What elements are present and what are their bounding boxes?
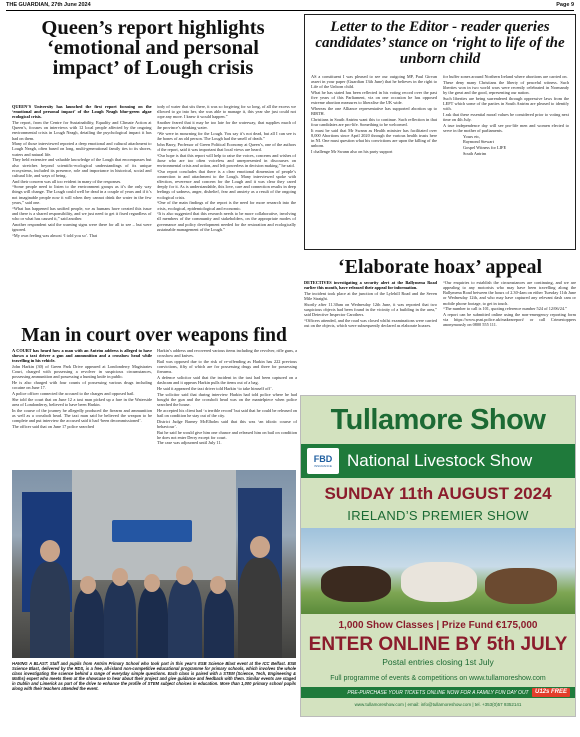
court-p: But he said he would give him one chance and released him on bail on condition he does not enter Derry except for court. — [157, 429, 297, 440]
letter-signoff: Yours etc, — [463, 133, 481, 139]
photo-head — [80, 576, 96, 594]
ad-premier: IRELAND’S PREMIER SHOW — [347, 508, 529, 523]
ad-classes: 1,000 Show Classes | Prize Fund €175,000 — [338, 620, 538, 631]
photo-head — [176, 566, 193, 585]
queens-headline: Queen’s report highlights ‘emotional and personal impact’ of Lough crisis — [41, 17, 265, 79]
hoax-headline: ‘Elaborate hoax’ appeal — [337, 256, 543, 278]
letter-p: Christians in South Antrim want this to continue. Such reflection in that four candidates are pro-life. Something to be welcomed. — [311, 117, 437, 128]
queens-article — [12, 104, 296, 324]
hoax-p: A report can be submitted online using the non-emergency reporting form via https://www.psni.police.uk/makeareport/ or call Crimestoppers anonymously on 0800 555 111. — [443, 312, 576, 328]
letter-author: Raymond Stewart — [463, 139, 494, 145]
ad-band-text: National Livestock Show — [347, 451, 533, 470]
queens-p: “My own feeling was almost ‘I told you so’. That — [12, 232, 98, 238]
photo-person — [204, 588, 234, 658]
queens-p: “What has happened has unified people, we as humans have created this issue and there is a shared responsibility, and we just need to get it fixed regardless of who or what has caused it,” said another. — [12, 205, 152, 221]
court-p: John Harkin (30) of Green Park Drive appeared at Londonderry Magistrates Court, charged with possessing a revolver in suspicious circumstances, possessing ammunition and possessing a hunting knife in public. — [12, 364, 152, 380]
photo-cow — [321, 566, 391, 602]
hoax-p: The incident took place at the junction of the Lylehill Road and the Seven Mile Straight. — [304, 290, 437, 302]
queens-p: “It is also suggested that this research needs to be more collaborative, involving all members of the community and stakeholders, on the appropriate modes of governance and policy development needed for the restoration and ecologically sustainable management of the Lough.” — [156, 211, 296, 232]
photo-head — [144, 574, 160, 592]
photo-person — [74, 588, 104, 658]
queens-p: John Barry, Professor of Green Political Economy at Queen’s, one of the authors of the report, said it was important that local views are heard. — [156, 141, 296, 153]
letter-p: These deny many Christians the liberty of peaceful witness. Such liberties won in two world wars were recently celebrated in Normandy by the great and the good, representing our nation. — [443, 79, 569, 96]
queens-p: “One of the main findings of the report is the need for more research into the crisis, ecological, epidemiological and economic. — [156, 200, 296, 211]
queens-p: The report, from the Centre for Sustainability, Equality and Climate Action at Queen’s, focuses on interviews with 12 local people affected by the ongoing environmental crisis in Lough Neagh, detailing the psychological impact it has had on them. — [12, 120, 152, 141]
queens-p: “Our hope is that this report will help to raise the voices, concerns and wishes of those who are too often voiceless and unrepresented in discourses on environmental crisis and action, and left powerless in decision making,” he said. — [156, 152, 296, 169]
court-p: The case was adjourned until July 11. — [157, 440, 222, 446]
ad-full-programme: Full programme of events & competitions on www.tullamoreshow.com — [330, 675, 546, 682]
letter-p: I ask that these essential moral values be considered prior to voting next time on 4th July. — [443, 111, 569, 123]
science-blast-photo — [12, 470, 296, 658]
court-col-2 — [157, 348, 297, 468]
photo-person — [238, 558, 282, 658]
ad-livestock-photo — [301, 528, 575, 614]
letter-box — [304, 14, 576, 250]
masthead — [6, 2, 574, 11]
queens-p: “Some people need to listen to the environment groups as it’s the only way things will change. The Lough could well be dead in a couple of years and if it’s not imaginable people now it will when they cannot drink the water in the few years,” said one. — [12, 184, 152, 205]
ad-band — [301, 444, 575, 478]
hoax-p: “The number to call is 101, quoting reference number 524 of 12/06/24.” — [443, 306, 567, 312]
photo-head — [210, 576, 226, 594]
letter-p: It must be said that Mr Swann as Health minister has facilitated over 8,000 Abortions since April 2020 through the various health trusts here in NI. One must question what his convictions are upon the killing of the unborn. — [311, 127, 437, 149]
ad-enter: ENTER ONLINE BY 5th JULY — [308, 634, 568, 655]
queens-p: QUEEN’S University has launched the first report focusing on the ‘emotional and personal impact’ of the Lough Neagh blue-green algae ecological crisis. — [12, 104, 152, 120]
court-col-1 — [12, 348, 152, 468]
court-p: A police officer connected the accused to the charges and opposed bail. — [12, 391, 135, 397]
fbd-logo-main: FBD — [313, 453, 333, 464]
masthead-paper: THE GUARDIAN, 27th June 2024 — [6, 2, 91, 8]
hoax-p: “Our enquiries to establish the circumstances are continuing, and we are appealing to any motorists who may have been travelling along the Ballymena Road between the hours of 2.30-4am on either Tuesday 11th June or Wednesday 12th, and who may have captured any relevant dash cam or mobile phone footage, to get in touch. — [443, 280, 576, 306]
queens-p: They held extensive and valuable knowledge of the Lough that encompasses but also stretches beyond scientific-ecological understandings of its unique ecosystems, included its presence, role and importance in historical, social and cultural life, and ways of being. — [12, 157, 152, 178]
ad-closing: Postal entries closing 1st July — [382, 657, 494, 667]
court-headline: Man in court over weapons find — [21, 325, 287, 346]
photo-caption: HAVING A BLAST: Staff and pupils from Antrim Primary School who took part in this year’s ESB Science Blast event at the ICC Belfast. ESB Science Blast, delivered by the RDS, is a free, all-island non-competitive educational programme for primary schools, which involves the whole class investigating the science behind a range of everyday simple questions. Each class is paired with a STEM (Science, Tech, Engineering & Maths) expert who meets them at the showcase to hear about their project and give guidance and feedback with them. Similar events are staged in Dublin and Limerick as part of the drive to enhance the profile of STEM subject choices in education. More than 1,000 primary school pupils along with their teachers attended the event. — [12, 661, 296, 691]
letter-p: AS a constituent I was pleased to see our outgoing MP, Paul Girvan assert in your paper (Guardian 13th June) that he believes in the right to Life of the Unborn child. — [311, 74, 437, 90]
fbd-logo-icon — [307, 448, 339, 474]
hoax-p: DETECTIVES investigating a security alert at the Ballymena Road earlier this month, have released their appeal for information. — [304, 280, 437, 291]
court-p: A defence solicitor said that the incident in the taxi had been captured on a dashcam and it appears Harkin pulls the items out of a bag. — [157, 374, 297, 386]
tullamore-show-ad[interactable] — [300, 395, 576, 717]
court-p: A COURT has heard how a man with an Antrim address is alleged to have shown a taxi driver a gun and ammunition and a crossbow head while travelling in his vehicle. — [12, 348, 152, 364]
photo-head — [40, 540, 60, 562]
queens-p: And their concern was all too evident in many of the responses. — [12, 178, 122, 184]
photo-person — [138, 586, 168, 658]
court-p: He said it appeared the taxi driver told Harkin ‘to take himself off’. — [157, 385, 273, 391]
court-p: The officer said that on June 17 police searched — [12, 423, 95, 429]
queens-p: “Our report concludes that there is a clear emotional dimension of people’s connection to and attachment to the Lough. Many interviewed spoke with affection, reverence and concern for the Lough and it was clear they cared deeply for it. As is understandable, this love, care and connection results in deep feelings of sadness, anger, disbelief, fear and anxiety as a result of the ongoing ecological crisis. — [156, 168, 296, 200]
queens-p: “We were in mourning for the Lough. You say it’s not dead, but all I can see is the bones of an old person. The Lough had the smell of death.” — [156, 130, 296, 142]
queens-col-1 — [12, 104, 152, 324]
hoax-col-2 — [443, 280, 576, 390]
letter-p: What he has stated has been reflected in his voting record over the past five years of this Parliament, viz on one occasion he has opposed extreme abortion measures to liberalise the UK wide. — [311, 90, 437, 106]
photo-person — [168, 578, 202, 658]
court-p: She told the court that on June 12 a taxi man picked up a fare in the Waterside area of Londonderry, believed to have been Harkin. — [12, 396, 152, 407]
queens-p: Another feared that it may be too late for the waterway, that supplies much of the province’s drinking water. — [156, 120, 296, 131]
letter-col-2 — [443, 74, 569, 234]
photo-cow — [401, 562, 477, 602]
hoax-col-1 — [304, 280, 437, 390]
photo-person — [30, 562, 70, 658]
letter-place: South Antrim — [463, 150, 487, 156]
hoax-p: Shortly after 11.30am on Wednesday 12th June, it was reported that two suspicious objects had been found in the vicinity of a building in the area,” said Detective Inspector Carothers. — [304, 301, 437, 318]
masthead-page: Page 9 — [556, 2, 574, 8]
ad-tickets-bar — [301, 687, 575, 698]
ad-title: Tullamore Show — [330, 404, 546, 436]
ad-contact: www.tullamoreshow.com | email: info@tullamoreshow.com | tel. +353(0)57 9352141 — [354, 702, 522, 707]
hoax-p: “Officers attended, and the road was closed whilst examinations were carried out on the objects, which were subsequently declared as elaborate hoaxes. — [304, 317, 437, 329]
queens-p: Another respondent said the warning signs were there for all to see – but were ignored. — [12, 221, 152, 232]
ad-date: SUNDAY 11th AUGUST 2024 — [324, 484, 552, 503]
letter-p: A true independence day will see pro-life men and women elected to serve in the mother of parliaments. — [443, 122, 569, 133]
queens-p: body of water that sits there, it was so forgiving for so long, of all the excess we allowed to go into her, she was able to manage it, this year she just could not cope any more. I knew it would happen.” — [156, 104, 296, 120]
court-p: District Judge Barney McElholm said that this was ‘an idiotic course of behaviour’. — [157, 418, 297, 429]
court-p: He accepted his client had ‘a terrible record’ but said that he could be released on bail on condition he stay out of the city. — [157, 407, 297, 418]
letter-p: Such liberties are being surrendered through oppressive laws from the LEFT which some of the parties in South Antrim are pleased to identify with. — [443, 95, 569, 112]
ad-tickets-text: PRE-PURCHASE YOUR TICKETS ONLINE NOW FOR A FAMILY FUN DAY OUT — [347, 689, 529, 696]
photo-logo-panel — [112, 520, 192, 542]
letter-headline: Letter to the Editor - reader queries candidates’ stance on ‘right to life of the unborn child — [315, 19, 565, 67]
court-p: Bail was opposed due to the risk of re-offending as Harkin has 222 previous convictions, fifty of which are for possessing drugs and three for possessing firearms. — [157, 358, 297, 375]
court-p: The solicitor said that during interview Harkin had told police where he had bought the gun and the crossbolt head was on the mantelpiece when police searched the house. — [157, 391, 297, 407]
queens-p: Many of those interviewed reported a deep emotional and cultural attachment to Lough Neagh, often based on long, multi-generational family ties to its shores, waters and natural life. — [12, 141, 152, 157]
letter-article — [311, 74, 569, 234]
court-p: In the course of the journey he allegedly produced the firearm and ammunition as well as a crossbolt head. The taxi man said he believed the weapon to be complete and put interview the accused said it had ‘been decommissioned’. — [12, 407, 152, 423]
photo-head — [250, 536, 270, 558]
letter-org: Gospel Witness for LIFE — [463, 145, 507, 151]
queens-col-2 — [157, 104, 297, 324]
photo-head — [112, 568, 128, 586]
letter-p: I challenge Mr Swann also on his party support — [311, 149, 393, 155]
letter-p: Whereas the one Alliance representative has supported abortion up to BIRTH. — [311, 106, 437, 117]
hoax-article — [304, 280, 576, 390]
letter-col-1 — [311, 74, 437, 234]
fbd-logo-sub: INSURANCE — [314, 463, 332, 468]
letter-p: for buffer zones around Northern Ireland where abortions are carried on. — [443, 74, 568, 79]
u12-free-badge: U12s FREE — [532, 688, 570, 697]
photo-cow — [485, 568, 557, 604]
court-p: He is also charged with four counts of possessing various drugs including cocaine on June 17. — [12, 380, 152, 391]
court-p: Harkin’s address and recovered various items including the revolver, rifle guns, a crossbow and knives. — [157, 348, 297, 359]
photo-person — [104, 580, 136, 658]
